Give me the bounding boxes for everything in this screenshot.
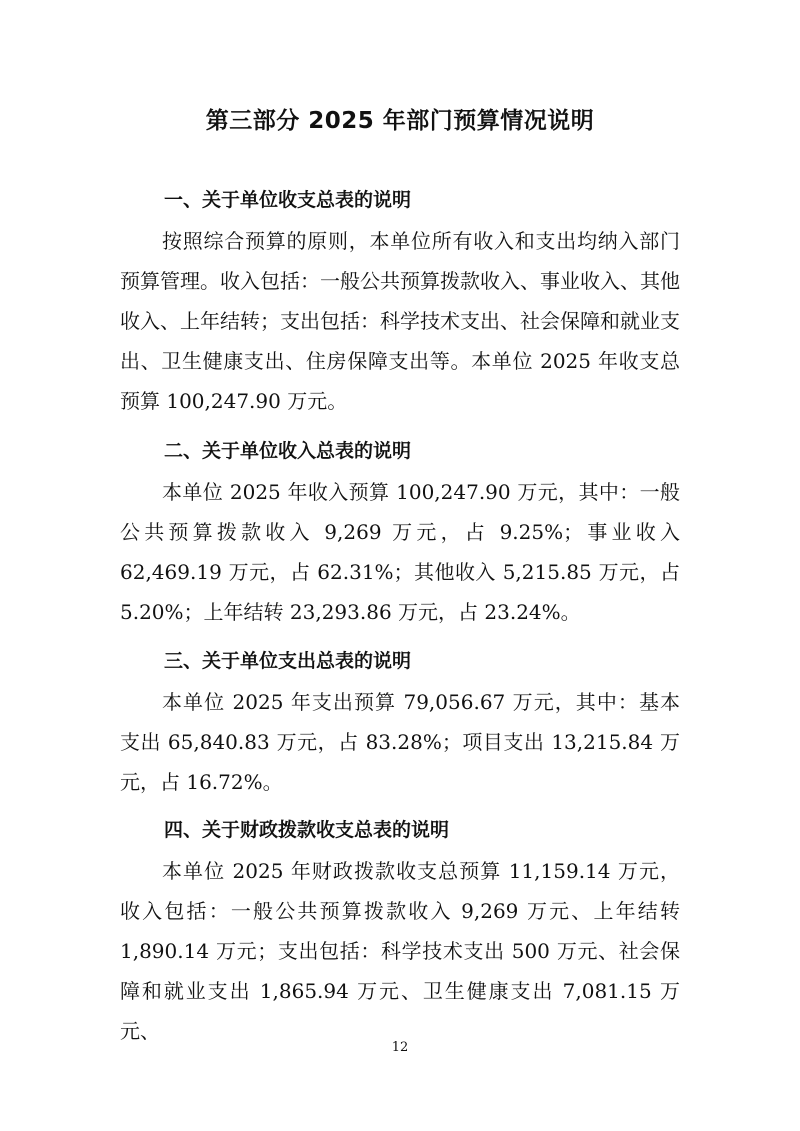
section-4 <box>120 815 680 1051</box>
section-2 <box>120 436 680 632</box>
section-heading: 三、关于单位支出总表的说明 <box>164 650 412 672</box>
section-heading: 一、关于单位收支总表的说明 <box>164 189 412 211</box>
section-paragraph: 本单位 2025 年财政拨款收支总预算 11,159.14 万元，收入包括：一般公共预算拨款收入 9,269 万元、上年结转 1,890.14 万元；支出包括：科学技术支出 500 万元、社会保障和就业支出 1,865.94 万元、卫生健康支出 7,081.15 万元、 <box>120 859 680 1043</box>
page-number: 12 <box>391 1040 409 1055</box>
section-paragraph: 本单位 2025 年支出预算 79,056.67 万元，其中：基本支出 65,840.83 万元，占 83.28%；项目支出 13,215.84 万元，占 16.72%。 <box>120 690 680 794</box>
section-paragraph: 按照综合预算的原则，本单位所有收入和支出均纳入部门预算管理。收入包括：一般公共预算拨款收入、事业收入、其他收入、上年结转；支出包括：科学技术支出、社会保障和就业支出、卫生健康支出、住房保障支出等。本单位 2025 年收支总预算 100,247.90 万元。 <box>120 229 680 413</box>
section-3 <box>120 646 680 802</box>
section-heading: 四、关于财政拨款收支总表的说明 <box>164 819 450 841</box>
section-heading: 二、关于单位收入总表的说明 <box>164 440 412 462</box>
section-paragraph: 本单位 2025 年收入预算 100,247.90 万元，其中：一般公共预算拨款收入 9,269 万元，占 9.25%；事业收入 62,469.19 万元，占 62.31%；其他收入 5,215.85 万元，占 5.20%；上年结转 23,293.86 万元，占 23.24%。 <box>120 480 680 624</box>
section-1 <box>120 185 680 421</box>
page-title: 第三部分 2025 年部门预算情况说明 <box>205 108 595 134</box>
